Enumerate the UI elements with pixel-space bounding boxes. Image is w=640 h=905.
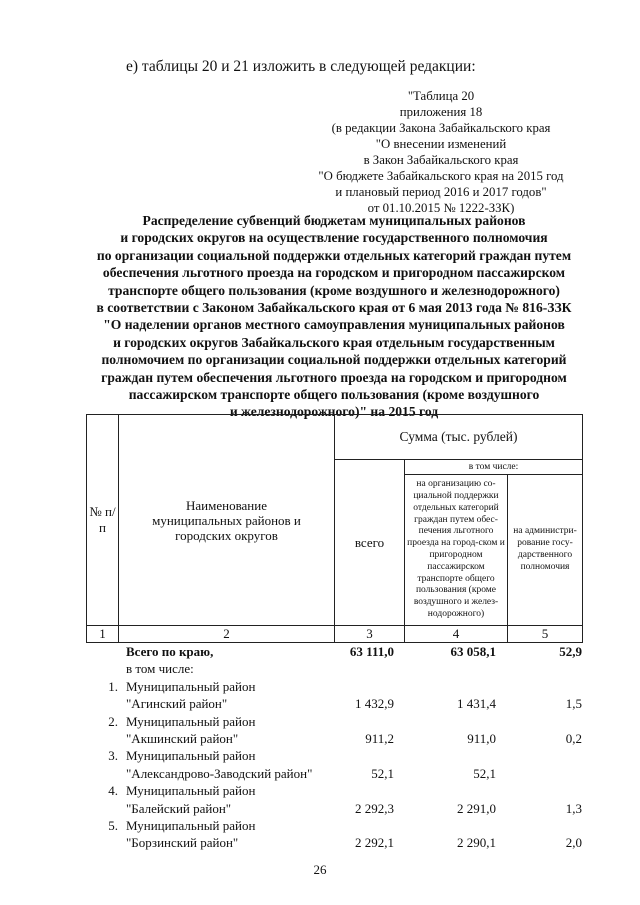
- appendix-line: в Закон Забайкальского края: [363, 153, 519, 167]
- table-row: [86, 835, 582, 852]
- row-social-support: 2 290,1: [457, 835, 496, 851]
- table-row: [86, 766, 582, 783]
- row-number: 4.: [108, 783, 118, 799]
- header-social-support: на организацию со-циальной поддержки отдельных категорий граждан путем обес-печения льготного проезда на город-ском и пригородном пассажирском транспорте общего пользования (кроме воздушного и желез-нодорожного): [405, 475, 508, 626]
- row-social-support: 1 431,4: [457, 696, 496, 712]
- title-line: транспорте общего пользования (кроме воздушного и железнодорожного): [108, 282, 560, 298]
- appendix-line: "О внесении изменений: [375, 137, 507, 151]
- column-number: 4: [405, 626, 508, 643]
- header-name: Наименование муниципальных районов и городских округов: [119, 415, 335, 626]
- title-line: и городских округов Забайкальского края отдельным государственным: [113, 334, 555, 350]
- title-line: обеспечения льготного проезда на городском и пригородном пассажирском: [102, 265, 566, 281]
- row-social-support: 63 058,1: [450, 644, 496, 659]
- appendix-line: от 01.10.2015 № 1222-ЗЗК): [367, 201, 515, 215]
- row-total: 52,1: [371, 765, 394, 781]
- row-social-support: 911,0: [467, 730, 496, 746]
- row-name: Муниципальный район: [126, 713, 256, 729]
- title-line: "О наделении органов местного самоуправления муниципальных районов: [103, 317, 565, 333]
- table-body: [86, 644, 582, 853]
- intro-text: е) таблицы 20 и 21 изложить в следующей редакции:: [126, 58, 476, 75]
- row-number: 1.: [108, 678, 118, 694]
- row-name: Муниципальный район: [126, 678, 256, 694]
- table-row: [86, 783, 582, 800]
- row-name: "Агинский район": [126, 696, 228, 712]
- row-name: в том числе:: [126, 661, 194, 677]
- row-name: "Борзинский район": [126, 835, 239, 851]
- row-total: 2 292,1: [355, 835, 394, 851]
- header-total: всего: [335, 460, 405, 626]
- document-title: [60, 212, 608, 421]
- table-row: [86, 696, 582, 713]
- table-row: [86, 818, 582, 835]
- row-name: Муниципальный район: [126, 817, 256, 833]
- table-row: [86, 801, 582, 818]
- header-sum: Сумма (тыс. рублей): [335, 415, 583, 460]
- title-line: по организации социальной поддержки отдельных категорий граждан путем: [96, 247, 572, 263]
- subvention-table-header: [86, 414, 583, 643]
- table-row: [86, 661, 582, 678]
- row-total: 2 292,3: [355, 800, 394, 816]
- row-name: Муниципальный район: [126, 783, 256, 799]
- page-number: 26: [313, 862, 327, 877]
- row-administration: 52,9: [559, 644, 582, 659]
- row-number: 5.: [108, 817, 118, 833]
- row-name: "Акшинский район": [126, 730, 239, 746]
- table-row: [86, 748, 582, 765]
- table-row: [86, 731, 582, 748]
- appendix-line: приложения 18: [399, 105, 483, 119]
- appendix-line: "Таблица 20: [407, 89, 475, 103]
- appendix-reference: [300, 88, 582, 216]
- table-row: [86, 644, 582, 661]
- row-administration: 0,2: [565, 730, 582, 746]
- header-including: в том числе:: [405, 460, 583, 475]
- column-number: 5: [508, 626, 583, 643]
- table-row: [86, 679, 582, 696]
- row-administration: 2,0: [565, 835, 582, 851]
- column-number: 1: [87, 626, 119, 643]
- title-line: в соответствии с Законом Забайкальского края от 6 мая 2013 года № 816-ЗЗК: [96, 300, 572, 316]
- column-number: 3: [335, 626, 405, 643]
- row-total: 1 432,9: [355, 696, 394, 712]
- column-number: 2: [119, 626, 335, 643]
- title-line: граждан путем обеспечения льготного проезда на городском и пригородном: [101, 369, 567, 385]
- row-social-support: 2 291,0: [457, 800, 496, 816]
- title-line: и железнодорожного)" на 2015 год: [229, 404, 439, 420]
- row-name: Всего по краю,: [126, 644, 214, 659]
- row-administration: 1,5: [565, 696, 582, 712]
- appendix-line: "О бюджете Забайкальского края на 2015 год: [318, 169, 564, 183]
- row-total: 911,2: [365, 730, 394, 746]
- title-line: Распределение субвенций бюджетам муниципальных районов: [142, 213, 526, 228]
- title-line: полномочием по организации социальной поддержки отдельных категорий: [101, 352, 567, 368]
- title-line: пассажирском транспорте общего пользования (кроме воздушного: [128, 387, 540, 403]
- row-administration: 1,3: [565, 800, 582, 816]
- table-row: [86, 714, 582, 731]
- row-name: Муниципальный район: [126, 748, 256, 764]
- row-number: 3.: [108, 748, 118, 764]
- row-name: "Александрово-Заводский район": [126, 765, 313, 781]
- row-name: "Балейский район": [126, 800, 232, 816]
- header-number: № п/п: [87, 415, 119, 626]
- appendix-line: (в редакции Закона Забайкальского края: [331, 121, 551, 135]
- title-line: и городских округов на осуществление государственного полномочия: [120, 230, 548, 246]
- row-number: 2.: [108, 713, 118, 729]
- header-administration: на администри-рование госу-дарственного полномочия: [508, 475, 583, 626]
- row-total: 63 111,0: [349, 644, 394, 659]
- row-social-support: 52,1: [473, 765, 496, 781]
- appendix-line: и плановый период 2016 и 2017 годов": [335, 185, 547, 199]
